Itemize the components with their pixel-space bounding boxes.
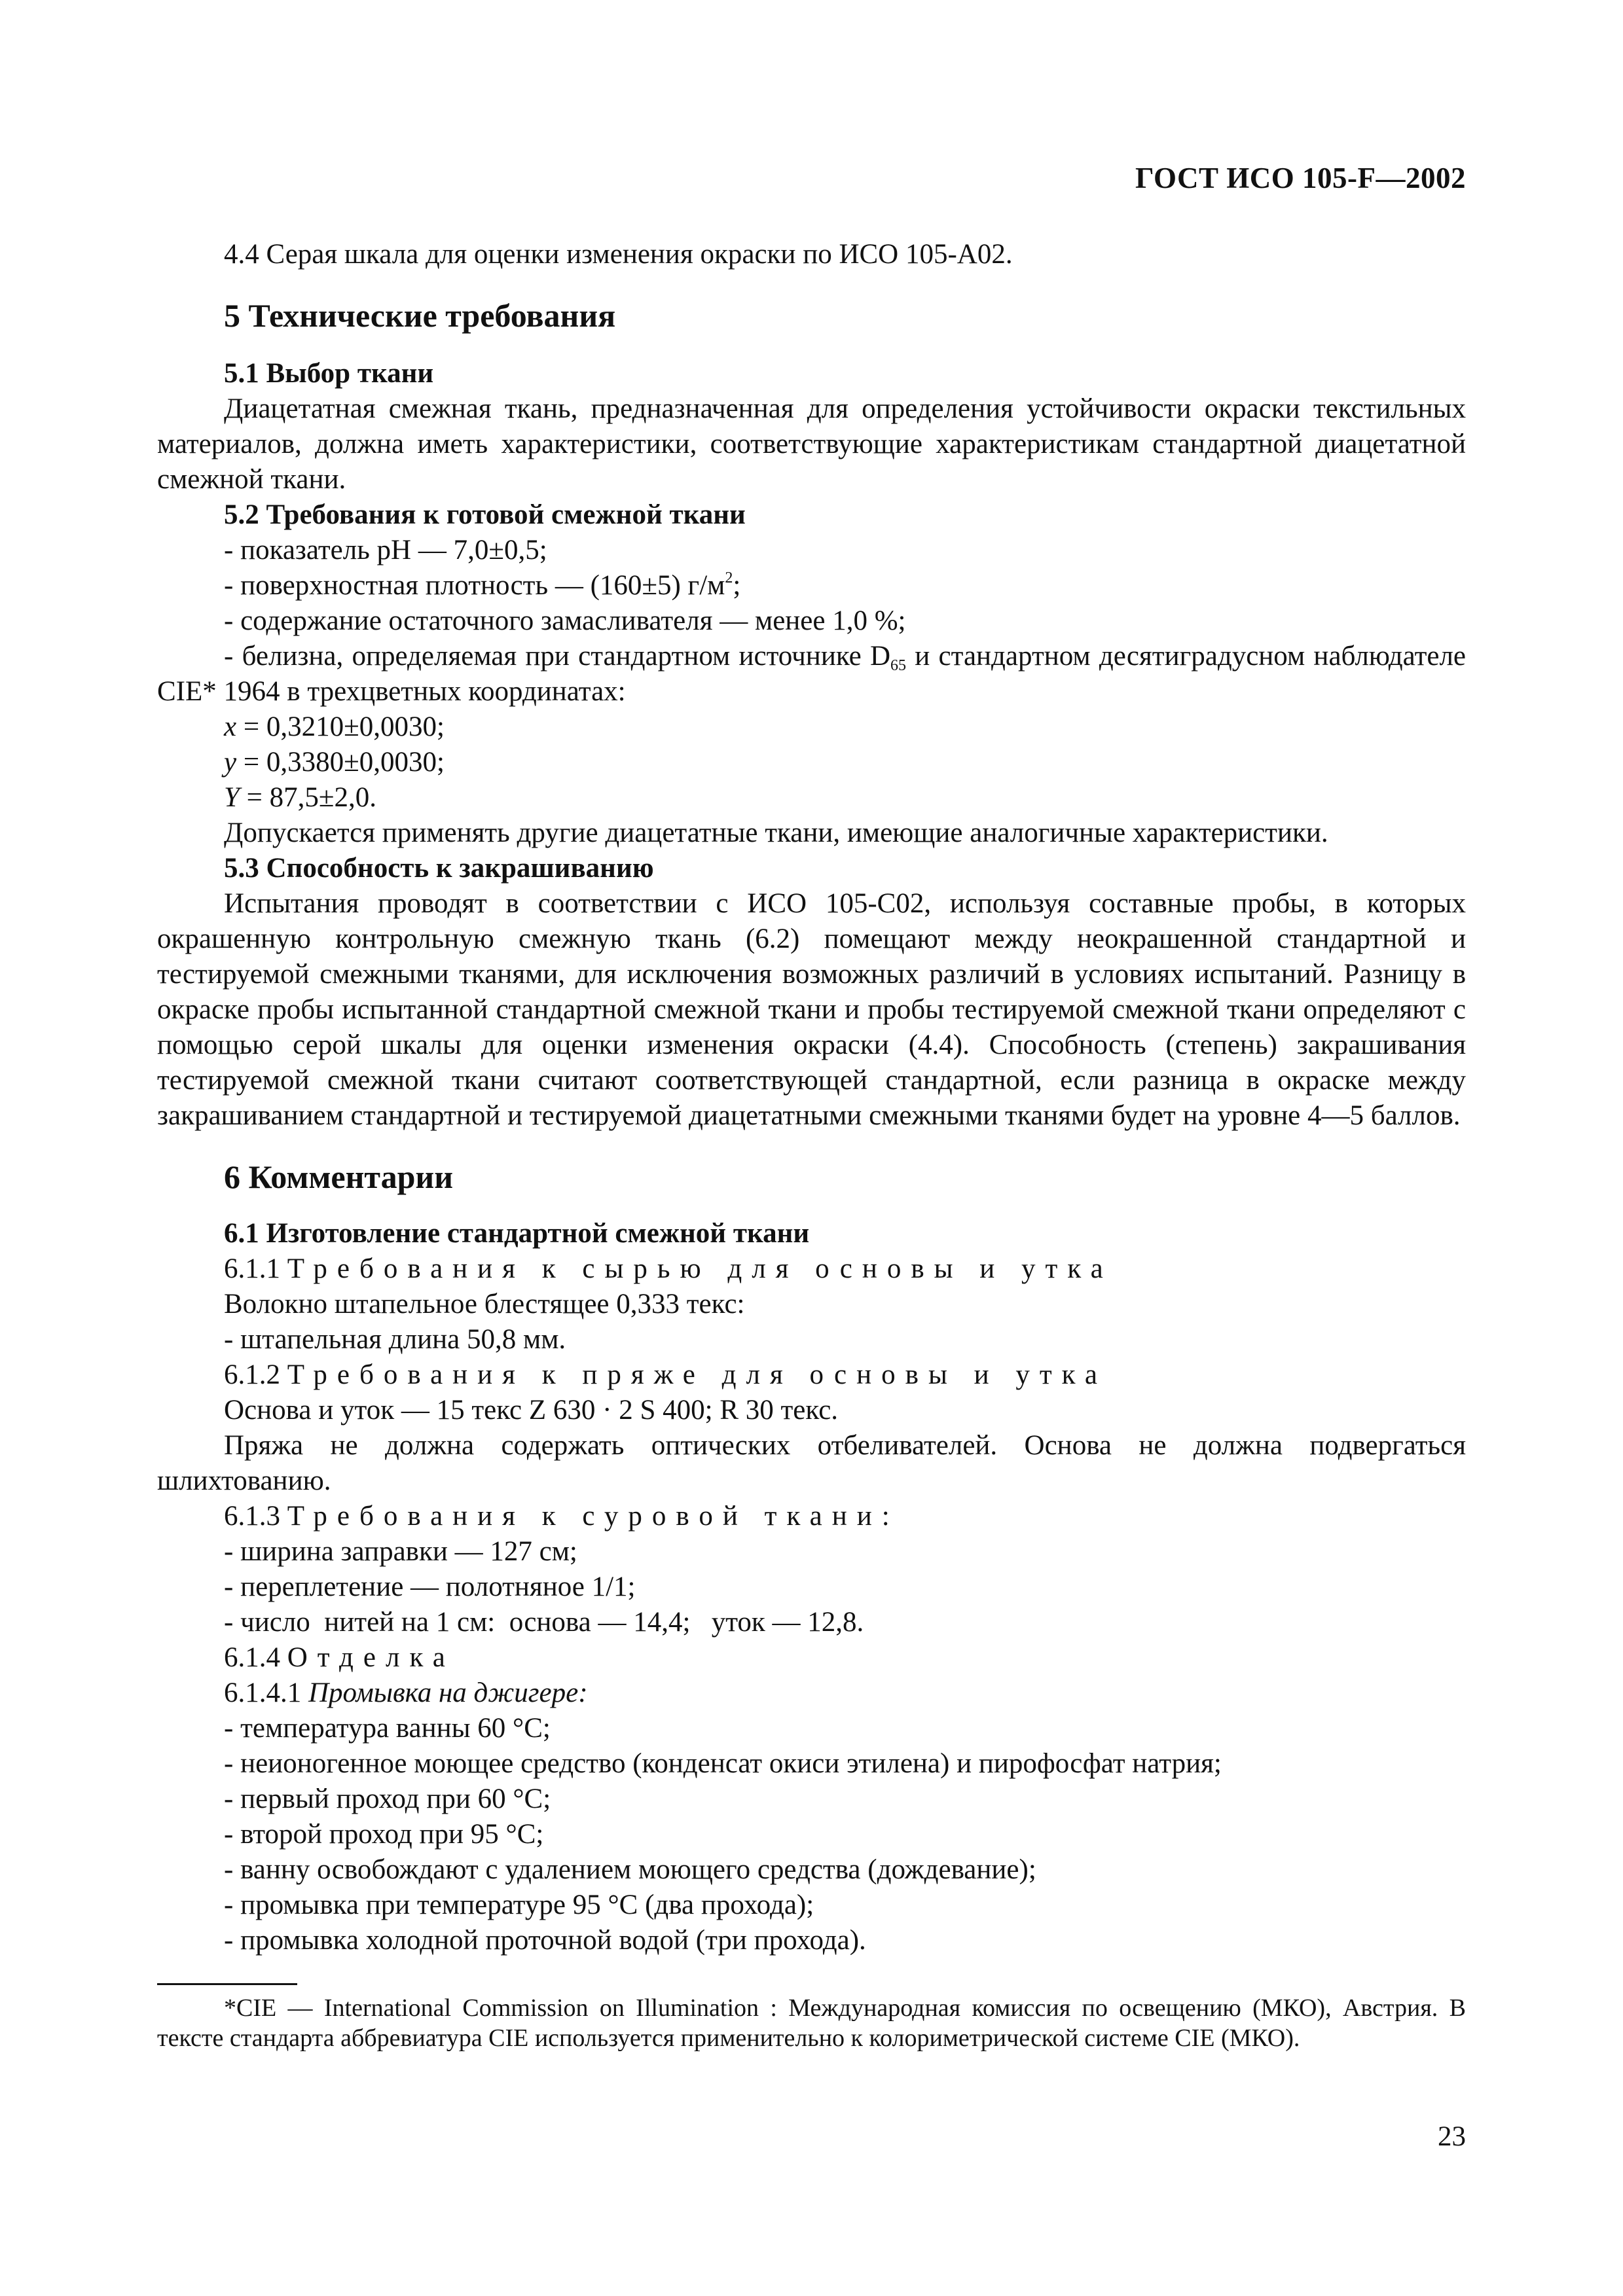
section-5-1-text: Диацетатная смежная ткань, предназначенная для определения устойчивости окраски текстильных материалов, должна иметь характеристики, соответствующие характеристикам стандартной диацетатной смежной ткани. [157, 393, 1466, 495]
yarn-note: Пряжа не должна содержать оптических отбеливателей. Основа не должна подвергаться шлихтованию. [157, 1430, 1466, 1496]
section-5-1-heading: 5.1 Выбор ткани [224, 358, 434, 389]
section-6-1-heading: 6.1 Изготовление стандартной смежной ткани [224, 1218, 810, 1249]
page-content [157, 237, 1466, 2053]
whiteness-requirement: - белизна, определяемая при стандартном источнике $D_{65}$ и стандартном десятиградусном наблюдателе CIE* 1964 в трехцветных координатах: [157, 641, 1467, 707]
ph-requirement: - показатель pH — 7,0±0,5; [224, 535, 547, 565]
section-5-3-text: Испытания проводят в соответствии с ИСО 105-С02, используя составные пробы, в которых окрашенную контрольную смежную ткань (6.2) помещают между неокрашенной стандартной и тестируемой смежными тканями, для исключения возможных различий в условиях испытаний. Разницу в окраске пробы испытанной стандартной смежной ткани и пробы тестируемой смежной ткани определяют с помощью серой шкалы для оценки изменения окраски (4.4). Способность (степень) закрашивания тестируемой смежной ткани считают соответствующей стандартной, если разница в окраске между закрашиванием стандартной и тестируемой диацетатными смежными тканями будет на уровне 4—5 баллов. [157, 888, 1466, 1131]
alternative-fabrics-note: Допускается применять другие диацетатные ткани, имеющие аналогичные характеристики. [224, 817, 1328, 848]
section-6-title: 6 Комментарии [224, 1158, 454, 1195]
residual-lubricant-requirement: - содержание остаточного замасливателя — менее 1,0 %; [224, 605, 906, 636]
list-item: - неионогенное моющее средство (конденсат окиси этилена) и пирофосфат натрия; [224, 1748, 1222, 1779]
item-4-4: 4.4 Серая шкала для оценки изменения окраски по ИСО 105-А02. [224, 239, 1013, 270]
yarn-spec: Основа и уток — 15 текс Z 630 · 2 S 400; R 30 текс. [224, 1395, 839, 1426]
list-item: - число нитей на 1 см: основа — 14,4; уток — 12,8. [224, 1607, 864, 1638]
coordinate-Y: Y = 87,5±2,0. [224, 782, 377, 813]
list-item: - ширина заправки — 127 см; [224, 1536, 577, 1567]
list-item: - температура ванны 60 °С; [224, 1713, 551, 1744]
density-requirement: - поверхностная плотность — (160±5) $г/м^2$; [224, 569, 741, 601]
list-item: - ванну освобождают с удалением моющего средства (дождевание); [224, 1854, 1036, 1885]
section-6-1-1-heading: 6.1.1 Требования к сырью для основы и утка [224, 1253, 1113, 1284]
document-code-header: ГОСТ ИСО 105-F—2002 [1135, 162, 1466, 194]
section-6-1-4-1-heading: 6.1.4.1 Промывка на джигере: [224, 1677, 588, 1708]
list-item: - промывка при температуре 95 °С (два прохода); [224, 1890, 814, 1920]
section-5-title: 5 Технические требования [224, 297, 616, 334]
list-item: - переплетение — полотняное 1/1; [224, 1571, 636, 1602]
list-item: - промывка холодной проточной водой (три прохода). [224, 1925, 866, 1956]
section-6-1-2-heading: 6.1.2 Требования к пряже для основы и утка [224, 1359, 1107, 1390]
coordinate-x: x = 0,3210±0,0030; [224, 711, 445, 742]
list-item: - первый проход при 60 °С; [224, 1784, 551, 1814]
coordinate-y: y = 0,3380±0,0030; [224, 747, 445, 778]
section-6-1-4-heading: 6.1.4 Отделка [224, 1642, 455, 1673]
staple-length: - штапельная длина 50,8 мм. [224, 1324, 566, 1355]
list-item: - второй проход при 95 °С; [224, 1819, 544, 1850]
footnote-cie: *CIE — International Commission on Illumination : Международная комиссия по освещению (МКО), Австрия. В тексте стандарта аббревиатура CIE используется применительно к колориметрической системе CIE (МКО). [157, 1994, 1466, 2052]
fiber-spec: Волокно штапельное блестящее 0,333 текс: [224, 1289, 745, 1319]
section-6-1-3-heading: 6.1.3 Требования к суровой ткани: [224, 1501, 900, 1532]
page-number: 23 [1438, 2121, 1466, 2152]
section-5-2-heading: 5.2 Требования к готовой смежной ткани [224, 499, 746, 530]
section-5-3-heading: 5.3 Способность к закрашиванию [224, 853, 654, 884]
